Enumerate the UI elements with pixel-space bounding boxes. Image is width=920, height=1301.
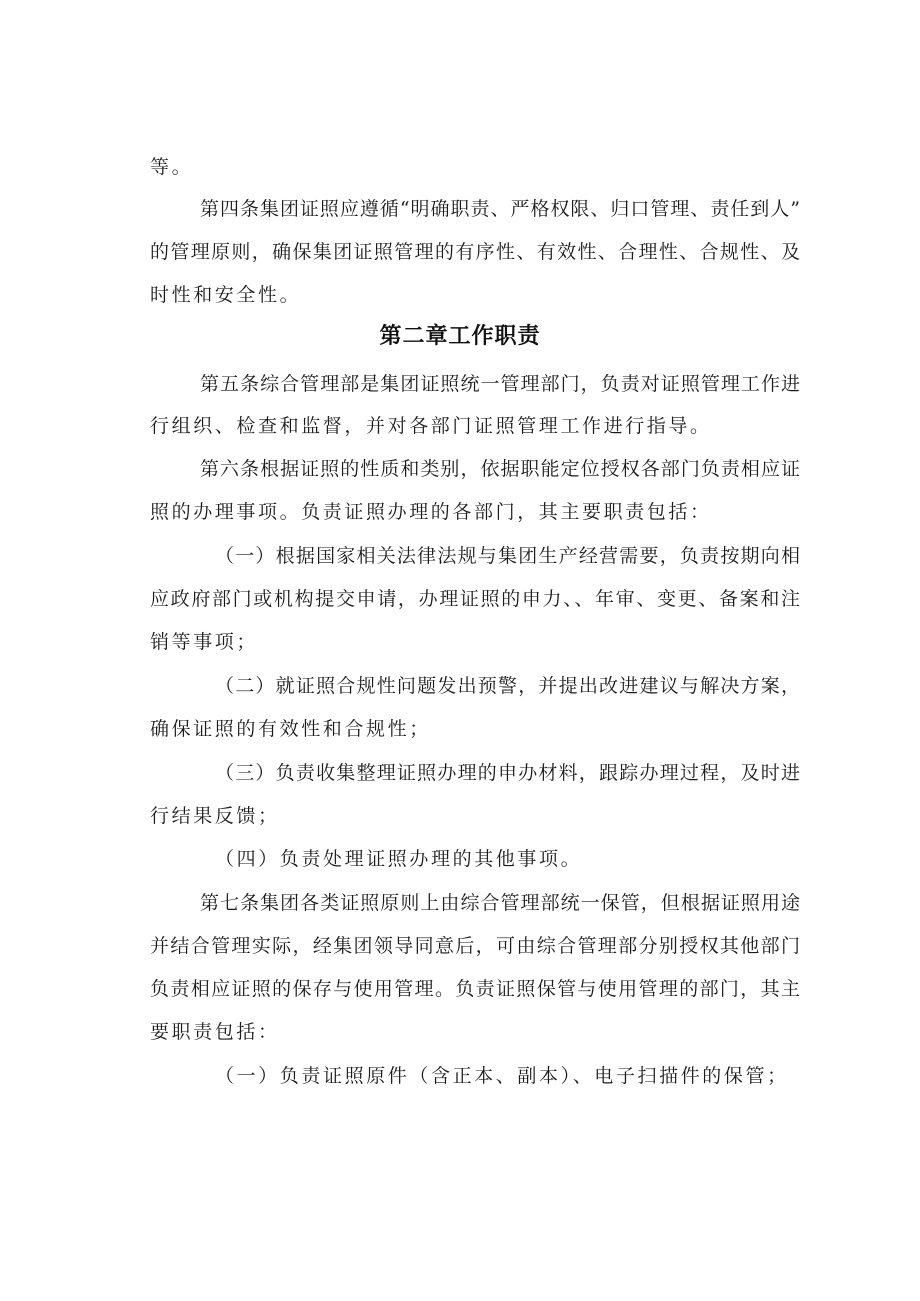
article-7-line-1: 第七条集团各类证照原则上由综合管理部统一保管，但根据证照用途 <box>200 892 800 914</box>
article-6-item-3-line-2: 行结果反馈； <box>150 805 280 827</box>
article-7-line-3: 负责相应证照的保存与使用管理。负责证照保管与使用管理的部门，其主 <box>150 978 800 1000</box>
article-6-item-1-line-2: 应政府部门或机构提交申请，办理证照的申力、、年审、变更、备案和注 <box>150 588 800 610</box>
paragraph-3-end: 等。 <box>150 156 194 178</box>
article-6-item-3-line-1: （三）负责收集整理证照办理的申办材料，跟踪办理过程，及时进 <box>215 762 800 784</box>
article-7-line-4: 要职责包括： <box>150 1021 280 1043</box>
article-6-item-4: （四）负责处理证照办理的其他事项。 <box>215 848 583 870</box>
article-6-line-1: 第六条根据证照的性质和类别，依据职能定位授权各部门负责相应证 <box>200 458 800 480</box>
article-6-line-2: 照的办理事项。负责证照办理的各部门，其主要职责包括： <box>150 501 712 523</box>
chapter-heading: 第二章工作职责 <box>379 324 541 349</box>
article-6-item-2-line-1: （二）就证照合规性问题发出预警，并提出改进建议与解决方案， <box>215 675 800 697</box>
article-7-line-2: 并结合管理实际，经集团领导同意后，可由综合管理部分别授权其他部门 <box>150 935 800 957</box>
article-4-line-3: 时性和安全性。 <box>150 284 302 306</box>
article-6-item-1-line-3: 销等事项； <box>150 631 259 653</box>
article-7-item-1: （一）负责证照原件（含正本、副本）、电子扫描件的保管； <box>215 1065 789 1087</box>
article-6-item-1-line-1: （一）根据国家相关法律法规与集团生产经营需要，负责按期向相 <box>215 545 800 567</box>
article-6-item-2-line-2: 确保证照的有效性和合规性； <box>150 718 431 740</box>
article-4-line-1: 第四条集团证照应遵循“明确职责、严格权限、归口管理、责任到人” <box>200 198 800 220</box>
article-5-line-1: 第五条综合管理部是集团证照统一管理部门，负责对证照管理工作进 <box>200 373 800 395</box>
article-5-line-2: 行组织、检查和监督，并对各部门证照管理工作进行指导。 <box>150 415 712 437</box>
article-4-line-2: 的管理原则，确保集团证照管理的有序性、有效性、合理性、合规性、及 <box>150 241 800 263</box>
